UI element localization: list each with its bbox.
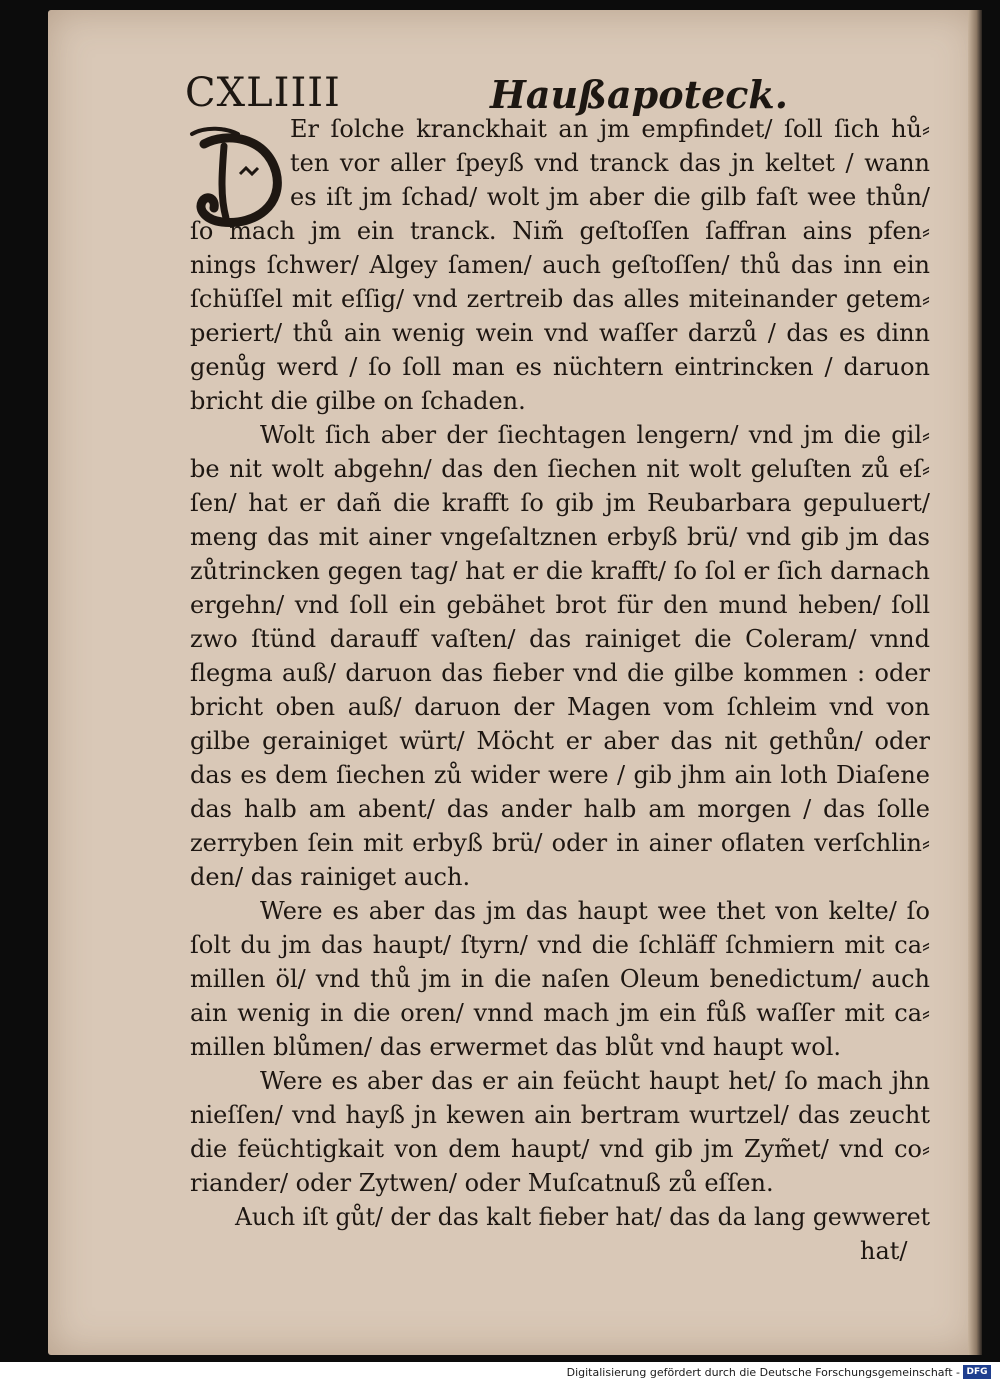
text-line: ſchüſſel mit eſſig/ vnd zertreib das alles miteinander getem⸗ xyxy=(190,285,930,313)
text-line: zwo ſtünd darauff vaſten/ das rainiget die Coleram/ vnnd xyxy=(190,625,930,653)
text-line: das es dem ſiechen zů wider were / gib jhm ain loth Diaſene xyxy=(190,761,930,789)
text-line: Er ſolche kranckhait an jm empfindet/ ſoll ſich hů⸗ xyxy=(290,115,930,143)
page-folio-number: CXLIIII xyxy=(185,70,341,116)
text-line: den/ das rainiget auch. xyxy=(190,863,471,891)
text-line: Were es aber das jm das haupt wee thet von kelte/ ſo xyxy=(260,897,930,925)
text-line: bricht oben auß/ daruon der Magen vom ſchleim vnd von xyxy=(190,693,930,721)
text-line: gilbe gerainiget würt/ Möcht er aber das nit gethůn/ oder xyxy=(190,727,930,755)
text-line: zerryben ſein mit erbyß brü/ oder in ainer oflaten verſchlin⸗ xyxy=(190,829,930,857)
text-line: flegma auß/ daruon das fieber vnd die gilbe kommen : oder xyxy=(190,659,930,687)
digitization-credit: Digitalisierung gefördert durch die Deutsche Forschungsgemeinschaft - xyxy=(566,1366,960,1379)
text-line: zůtrincken gegen tag/ hat er die krafft/ ſo ſol er ſich darnach xyxy=(190,557,930,585)
text-line: das halb am abent/ das ander halb am morgen / das ſolle xyxy=(190,795,930,823)
text-line: nings ſchwer/ Algey ſamen/ auch geſtoſſen/ thů das inn ein xyxy=(190,251,930,279)
dfg-logo-icon[interactable]: DFG xyxy=(963,1365,991,1379)
text-line: be nit wolt abgehn/ das den ſiechen nit wolt geluſten zů eſ⸗ xyxy=(190,455,930,483)
text-line: ergehn/ vnd ſoll ein gebähet brot für den mund heben/ ſoll xyxy=(190,591,930,619)
text-line: die feüchtigkait von dem haupt/ vnd gib jm Zym̃et/ vnd co⸗ xyxy=(190,1135,930,1163)
catchword: hat/ xyxy=(860,1237,908,1265)
text-line: millen öl/ vnd thů jm in die naſen Oleum benedictum/ auch xyxy=(190,965,930,993)
text-line: genůg werd / ſo ſoll man es nüchtern eintrincken / daruon xyxy=(190,353,930,381)
text-line: ain wenig in die oren/ vnnd mach jm ein fůß waſſer mit ca⸗ xyxy=(190,999,930,1027)
text-line: ten vor aller ſpeyß vnd tranck das jn keltet / wann xyxy=(290,149,930,177)
text-line: es iſt jm ſchad/ wolt jm aber die gilb faſt wee thůn/ xyxy=(290,183,930,211)
running-head-title: Haußapoteck. xyxy=(490,72,788,117)
text-line: ſen/ hat er dañ die krafft ſo gib jm Reubarbara gepuluert/ xyxy=(190,489,930,517)
text-line: Wolt ſich aber der ſiechtagen lengern/ vnd jm die gil⸗ xyxy=(260,421,930,449)
text-line: Auch iſt gůt/ der das kalt fieber hat/ das da lang gewweret xyxy=(235,1203,931,1231)
text-line: ſo mach jm ein tranck. Nim̃ geſtoſſen ſaffran ains pfen⸗ xyxy=(190,217,930,245)
text-line: riander/ oder Zytwen/ oder Muſcatnuß zů eſſen. xyxy=(190,1169,774,1197)
text-line: Were es aber das er ain feücht haupt het/ ſo mach jhn xyxy=(260,1067,930,1095)
text-line: ſolt du jm das haupt/ ſtyrn/ vnd die ſchläff ſchmiern mit ca⸗ xyxy=(190,931,930,959)
text-line: bricht die gilbe on ſchaden. xyxy=(190,387,526,415)
text-line: millen blůmen/ das erwermet das blůt vnd haupt wol. xyxy=(190,1033,841,1061)
text-line: meng das mit ainer vngeſaltznen erbyß brü/ vnd gib jm das xyxy=(190,523,930,551)
text-line: periert/ thů ain wenig wein vnd waſſer darzů / das es dinn xyxy=(190,319,930,347)
text-line: nieſſen/ vnd hayß jn kewen ain bertram wurtzel/ das zeucht xyxy=(190,1101,930,1129)
